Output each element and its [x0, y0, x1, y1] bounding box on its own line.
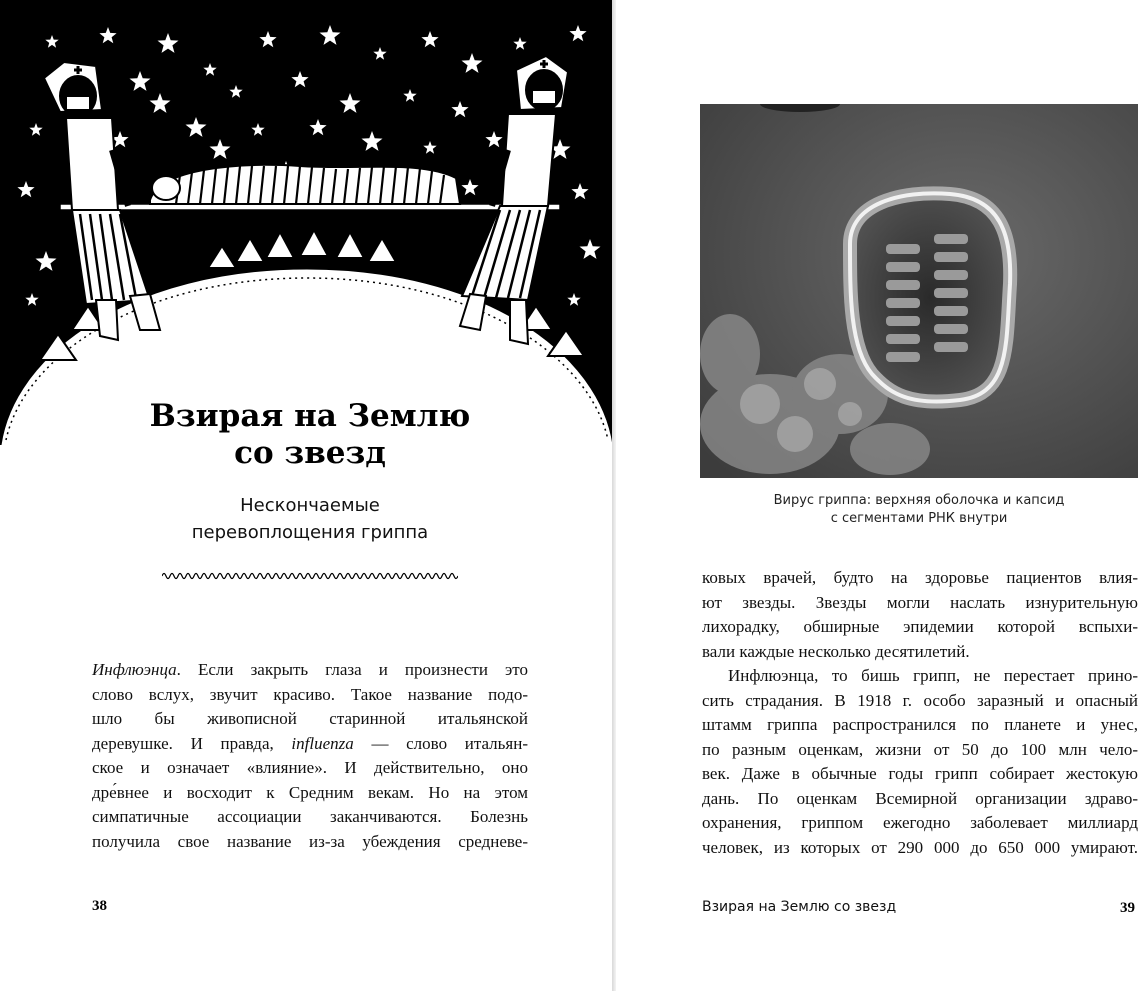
body-line: Инфлюэнца, то бишь грипп, не перестает прино-	[728, 666, 1138, 685]
photo-caption	[702, 492, 1136, 528]
body-line: деревушке. И правда, influenza — слово итальян-	[92, 733, 528, 753]
body-line: сить страдания. В 1918 г. особо заразный и опасный	[702, 690, 1138, 710]
influenza-virus-photo	[700, 104, 1138, 478]
body-line: вали каждые несколько десятилетий.	[702, 641, 970, 661]
chapter-subtitle	[150, 492, 470, 546]
patient-icon	[150, 165, 460, 204]
body-line: ское и означает «влияние». И действительно, оно	[92, 758, 528, 777]
body-line: слово вслух, звучит красиво. Такое название подо-	[92, 684, 528, 704]
body-line: Инфлюэнца. Если закрыть глаза и произнести это	[92, 660, 528, 679]
running-head: Взирая на Землю со звезд	[702, 899, 897, 915]
subtitle-line-2: перевоплощения гриппа	[191, 522, 429, 543]
body-line: охранения, гриппом ежегодно заболевает миллиард	[702, 813, 1138, 832]
body-line: дре́внее и восходит к Средним векам. Но на этом	[92, 782, 528, 802]
caption-line-1: Вирус гриппа: верхняя оболочка и капсид	[773, 493, 1065, 508]
caption-line-2: с сегментами РНК внутри	[830, 511, 1008, 526]
subtitle-line-1: Нескончаемые	[240, 495, 380, 516]
chapter-title-line-1: Взирая на Землю	[149, 398, 471, 434]
woodcut-illustration	[0, 0, 614, 445]
chapter-title-line-2: со звезд	[234, 435, 386, 471]
body-line: ют звезды. Звезды могли наслать изнурительную	[702, 592, 1138, 612]
virion-icon	[850, 193, 1010, 401]
body-line: человек, из которых от 290 000 до 650 000 умирают.	[702, 837, 1138, 857]
body-line: по разным оценкам, жизни от 50 до 100 млн чело-	[702, 739, 1138, 759]
body-line: получила свое название из-за убеждения средневе-	[92, 831, 528, 851]
chapter-title	[120, 398, 500, 472]
page-number-right: 39	[1120, 900, 1135, 916]
body-line: лихорадку, обширные эпидемии которой вспыхи-	[702, 617, 1138, 636]
body-line: ковых врачей, будто на здоровье пациентов влия-	[702, 568, 1138, 587]
body-line: дань. По оценкам Всемирной организации здраво-	[702, 788, 1138, 808]
book-gutter	[612, 0, 616, 991]
left-body-text	[92, 658, 528, 854]
wavy-divider-icon	[162, 570, 458, 582]
body-line: штамм гриппа распространился по планете и унес,	[702, 715, 1138, 734]
page-number-left: 38	[92, 898, 107, 914]
body-line: симпатичные ассоциации заканчиваются. Болезнь	[92, 807, 528, 826]
right-body-text	[702, 566, 1138, 860]
body-line: шло бы живописной старинной итальянской	[92, 709, 528, 728]
body-line: век. Даже в обычные годы грипп собирает жестокую	[702, 764, 1138, 783]
